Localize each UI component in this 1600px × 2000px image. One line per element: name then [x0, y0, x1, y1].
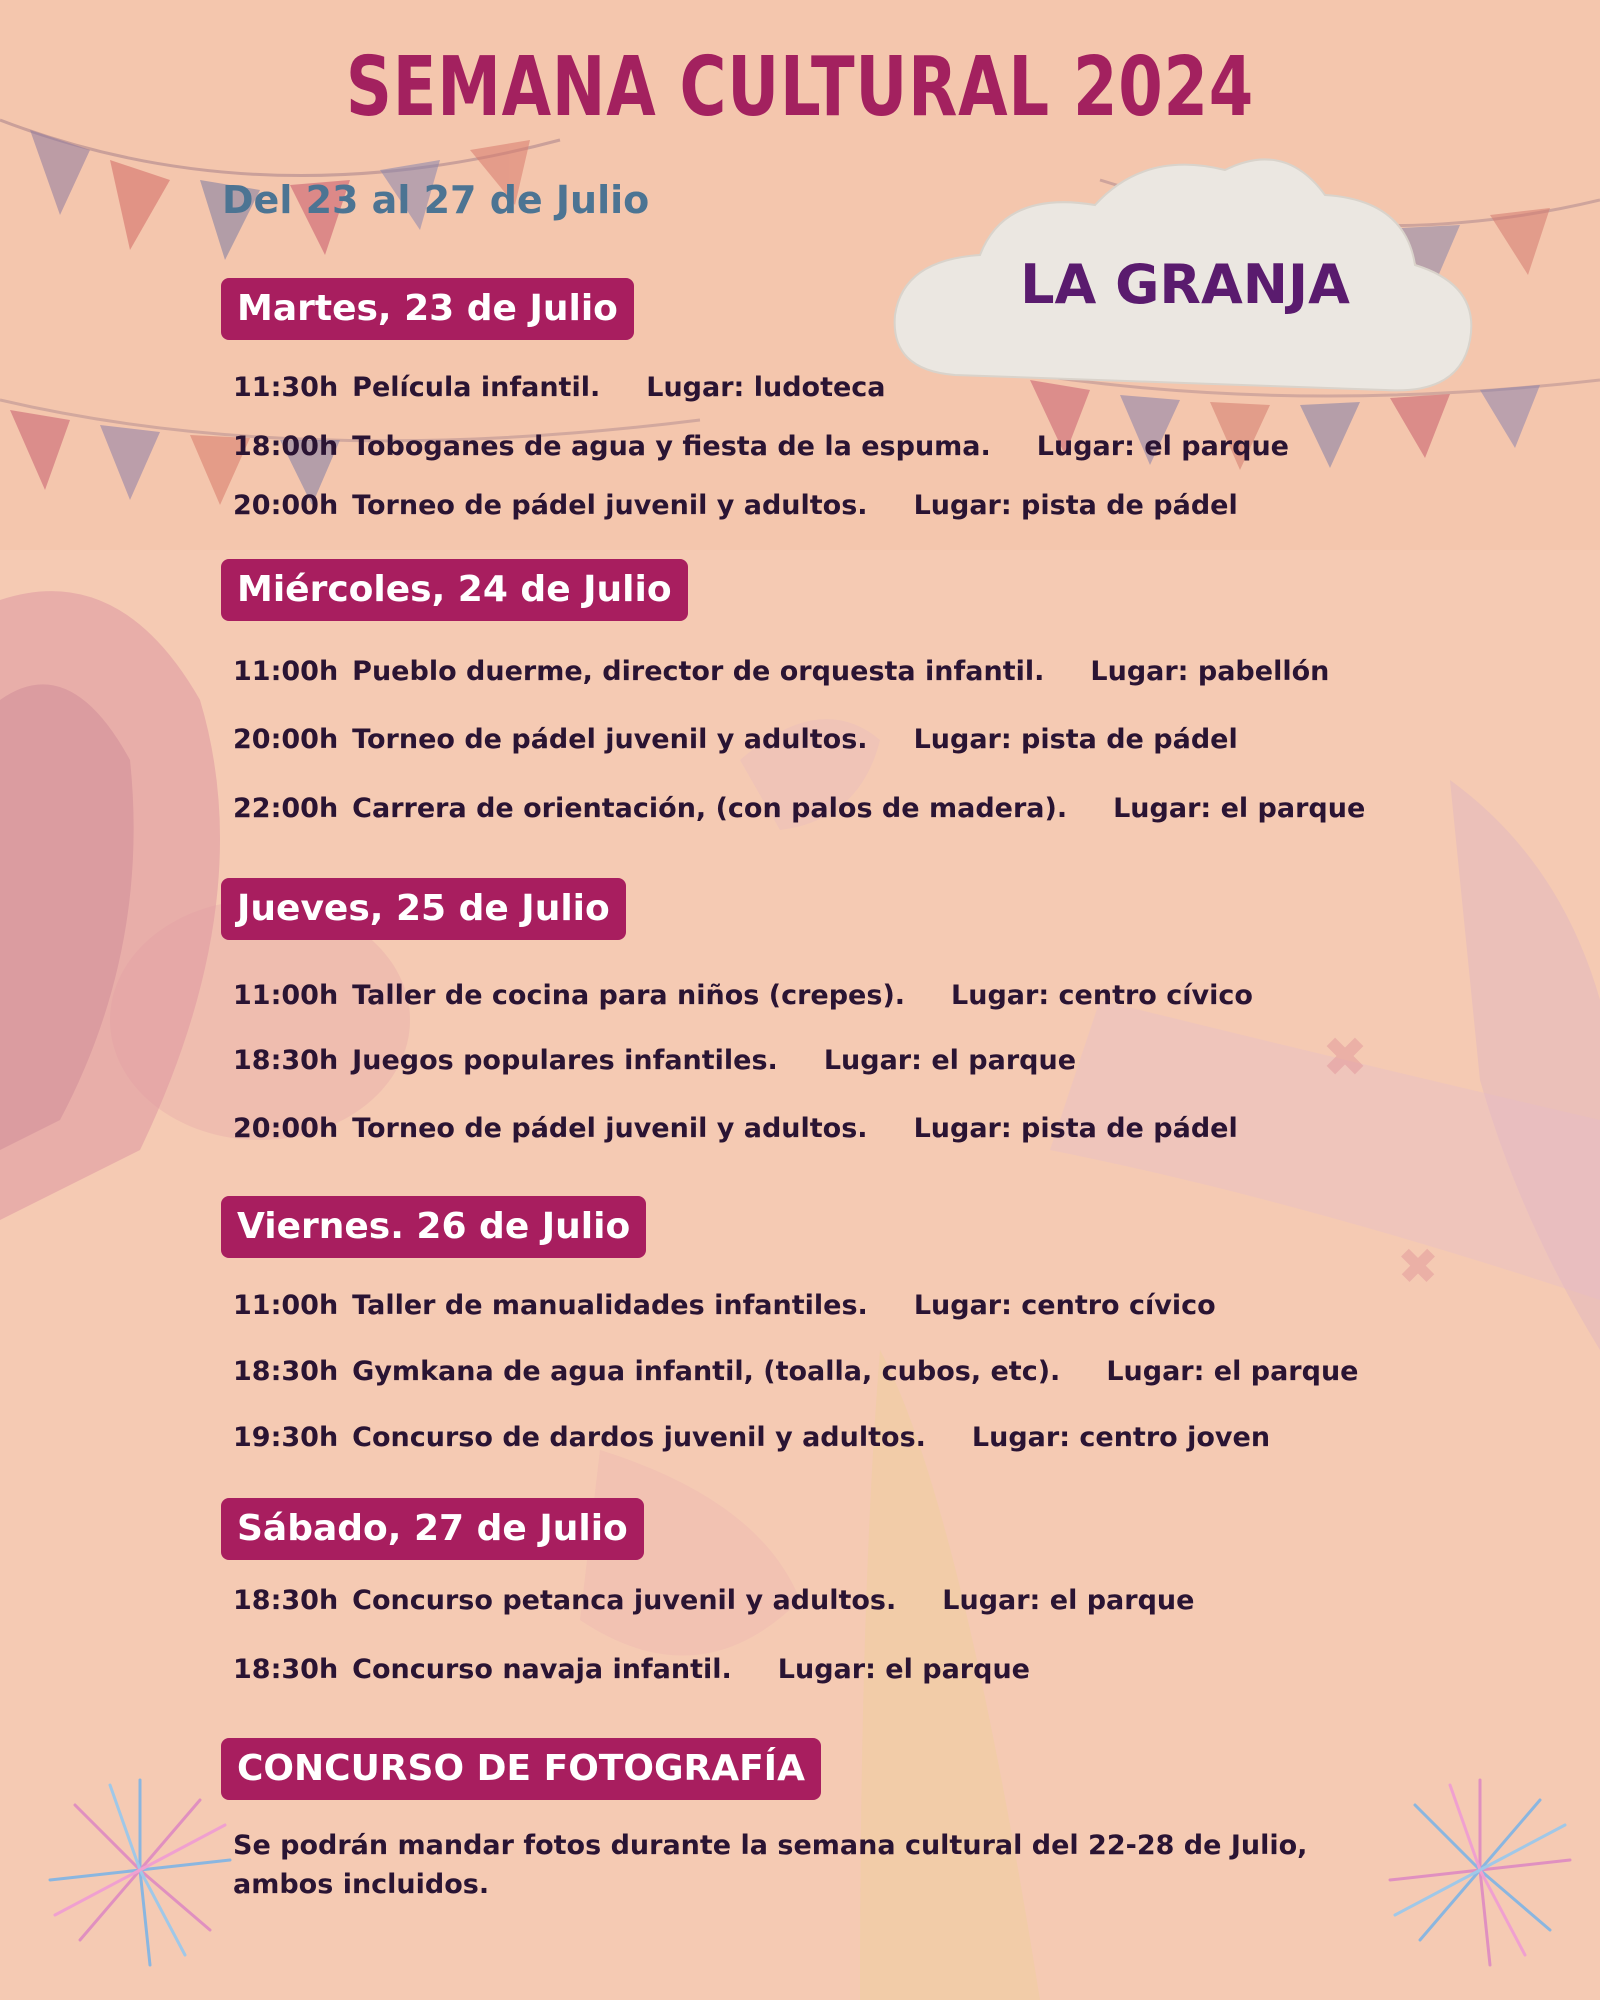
day-header-martes: Martes, 23 de Julio	[221, 278, 634, 340]
event-activity: Concurso petanca juvenil y adultos.	[352, 1585, 897, 1616]
day-header-jueves: Jueves, 25 de Julio	[221, 878, 626, 940]
event-row	[233, 431, 1289, 462]
event-time: 20:00h	[233, 724, 339, 755]
event-place: Lugar: el parque	[823, 1045, 1077, 1076]
event-row	[233, 656, 1329, 687]
event-row	[233, 490, 1238, 521]
event-place: Lugar: el parque	[1036, 431, 1289, 462]
photo-contest-header: CONCURSO DE FOTOGRAFÍA	[221, 1738, 821, 1800]
location-badge	[885, 145, 1485, 415]
event-time: 11:00h	[233, 980, 339, 1011]
event-time: 18:00h	[233, 431, 339, 462]
page-title: SEMANA CULTURAL 2024	[345, 40, 1255, 135]
day-header-viernes: Viernes. 26 de Julio	[221, 1196, 646, 1258]
event-row	[233, 1422, 1270, 1453]
event-time: 18:30h	[233, 1356, 339, 1387]
event-row	[233, 1356, 1359, 1387]
event-activity: Taller de cocina para niños (crepes).	[352, 980, 906, 1011]
photo-contest-text: Se podrán mandar fotos durante la semana cultural del 22-28 de Julio, ambos incluidos.	[233, 1830, 1308, 1900]
event-activity: Torneo de pádel juvenil y adultos.	[352, 1113, 868, 1144]
event-row	[233, 1585, 1194, 1616]
day-header-miercoles: Miércoles, 24 de Julio	[221, 559, 688, 621]
event-activity: Toboganes de agua y fiesta de la espuma.	[352, 431, 991, 462]
event-activity: Torneo de pádel juvenil y adultos.	[352, 724, 868, 755]
event-row	[233, 1290, 1216, 1321]
event-time: 19:30h	[233, 1422, 339, 1453]
event-row	[233, 1113, 1238, 1144]
event-activity: Torneo de pádel juvenil y adultos.	[352, 490, 868, 521]
event-place: Lugar: pabellón	[1090, 656, 1330, 687]
event-time: 18:30h	[233, 1585, 339, 1616]
event-row	[233, 980, 1253, 1011]
event-activity: Pueblo duerme, director de orquesta infantil.	[352, 656, 1045, 687]
event-row	[233, 793, 1365, 824]
fireworks-icon	[1380, 1770, 1580, 1970]
day-header-sabado: Sábado, 27 de Julio	[221, 1498, 644, 1560]
event-row	[233, 724, 1238, 755]
event-row	[233, 1045, 1076, 1076]
event-place: Lugar: el parque	[1106, 1356, 1359, 1387]
event-activity: Concurso de dardos juvenil y adultos.	[352, 1422, 926, 1453]
event-row	[233, 1654, 1030, 1685]
event-place: Lugar: pista de pádel	[913, 1113, 1238, 1144]
event-time: 20:00h	[233, 490, 339, 521]
event-place: Lugar: el parque	[777, 1654, 1030, 1685]
event-place: Lugar: ludoteca	[646, 372, 886, 403]
event-time: 22:00h	[233, 793, 339, 824]
event-activity: Concurso navaja infantil.	[352, 1654, 732, 1685]
event-row	[233, 372, 886, 403]
event-activity: Gymkana de agua infantil, (toalla, cubos, etc).	[352, 1356, 1061, 1387]
event-time: 11:00h	[233, 656, 339, 687]
event-place: Lugar: centro joven	[971, 1422, 1271, 1453]
event-time: 11:00h	[233, 1290, 339, 1321]
event-activity: Taller de manualidades infantiles.	[352, 1290, 868, 1321]
event-activity: Película infantil.	[352, 372, 601, 403]
event-place: Lugar: el parque	[1113, 793, 1366, 824]
event-time: 20:00h	[233, 1113, 339, 1144]
location-label: LA GRANJA	[1020, 253, 1350, 316]
fireworks-icon	[40, 1770, 240, 1970]
event-place: Lugar: pista de pádel	[913, 724, 1238, 755]
event-activity: Carrera de orientación, (con palos de madera).	[352, 793, 1068, 824]
event-time: 18:30h	[233, 1045, 339, 1076]
event-place: Lugar: pista de pádel	[913, 490, 1238, 521]
event-place: Lugar: el parque	[942, 1585, 1195, 1616]
date-range: Del 23 al 27 de Julio	[222, 178, 650, 222]
event-activity: Juegos populares infantiles.	[352, 1045, 778, 1076]
event-time: 18:30h	[233, 1654, 339, 1685]
event-place: Lugar: centro cívico	[913, 1290, 1216, 1321]
event-time: 11:30h	[233, 372, 339, 403]
event-place: Lugar: centro cívico	[951, 980, 1253, 1011]
